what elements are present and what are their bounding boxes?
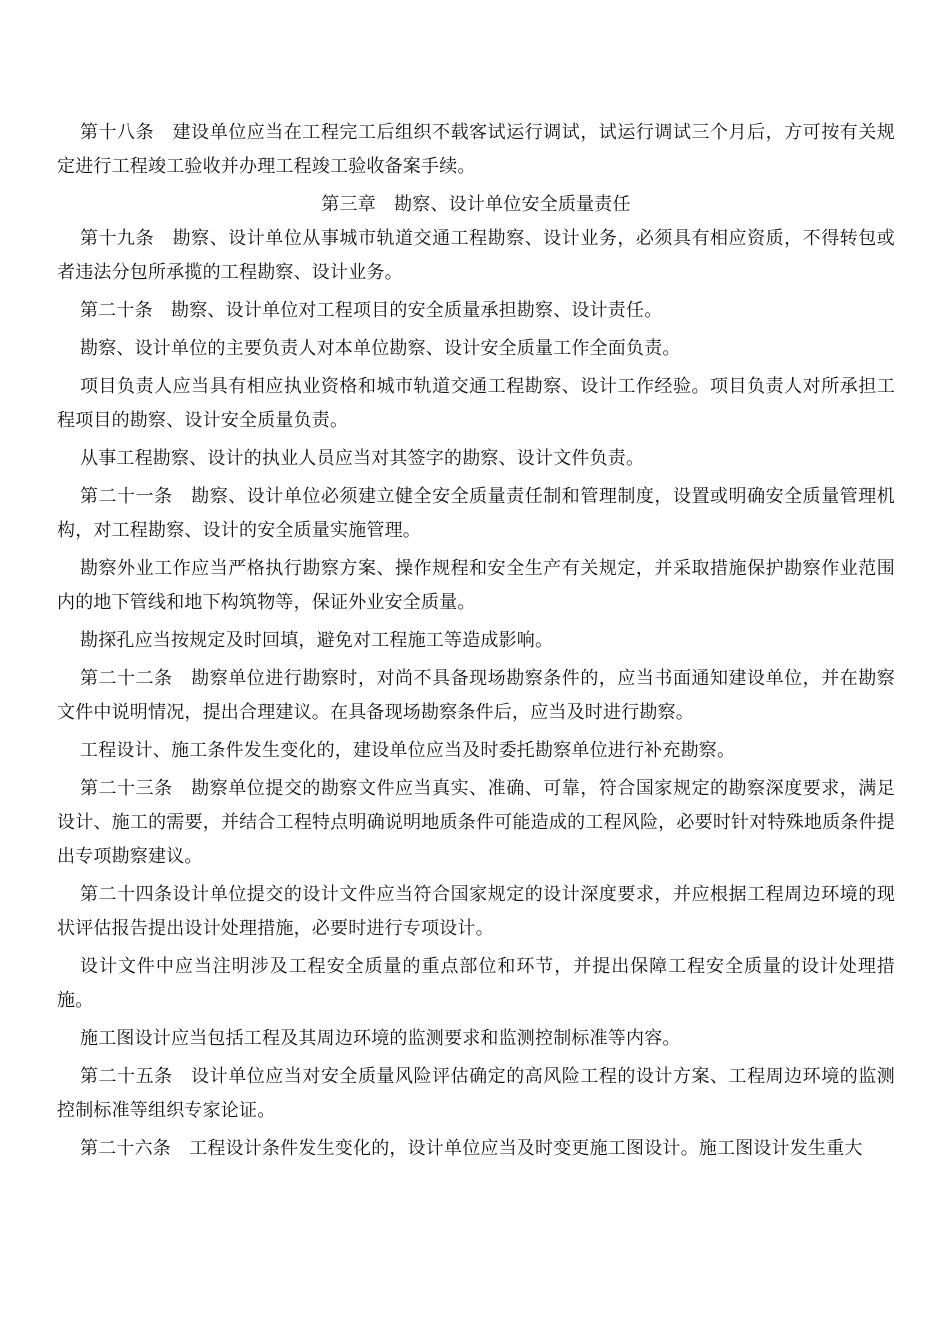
article-19-paragraph: 第十九条 勘察、设计单位从事城市轨道交通工程勘察、设计业务，必须具有相应资质，不得转包或者违法分包所承揽的工程勘察、设计业务。 bbox=[57, 228, 895, 283]
paragraph-responsible-person: 勘察、设计单位的主要负责人对本单位勘察、设计安全质量工作全面负责。 bbox=[80, 338, 681, 359]
article-26-paragraph: 第二十六条 工程设计条件发生变化的，设计单位应当及时变更施工图设计。施工图设计发生重大 bbox=[80, 1138, 863, 1159]
chapter-3-heading: 第三章 勘察、设计单位安全质量责任 bbox=[321, 194, 631, 215]
paragraph-boreholes: 勘探孔应当按规定及时回填，避免对工程施工等造成影响。 bbox=[80, 630, 554, 651]
article-24-paragraph: 第二十四条设计单位提交的设计文件应当符合国家规定的设计深度要求，并应根据工程周边环境的现状评估报告提出设计处理措施，必要时进行专项设计。 bbox=[57, 884, 895, 939]
article-25-paragraph: 第二十五条 设计单位应当对安全质量风险评估确定的高风险工程的设计方案、工程周边环境的监测控制标准等组织专家论证。 bbox=[57, 1066, 895, 1121]
document-page bbox=[57, 116, 895, 1166]
paragraph-practitioners: 从事工程勘察、设计的执业人员应当对其签字的勘察、设计文件负责。 bbox=[80, 448, 645, 469]
article-18-paragraph: 第十八条 建设单位应当在工程完工后组织不载客试运行调试，试运行调试三个月后，方可按有关规定进行工程竣工验收并办理工程竣工验收备案手续。 bbox=[57, 122, 895, 177]
paragraph-design-documents: 设计文件中应当注明涉及工程安全质量的重点部位和环节，并提出保障工程安全质量的设计处理措施。 bbox=[57, 956, 895, 1011]
article-21-paragraph: 第二十一条 勘察、设计单位必须建立健全安全质量责任制和管理制度，设置或明确安全质量管理机构，对工程勘察、设计的安全质量实施管理。 bbox=[57, 486, 895, 541]
paragraph-construction-drawings: 施工图设计应当包括工程及其周边环境的监测要求和监测控制标准等内容。 bbox=[80, 1028, 681, 1049]
article-23-paragraph: 第二十三条 勘察单位提交的勘察文件应当真实、准确、可靠，符合国家规定的勘察深度要求，满足设计、施工的需要，并结合工程特点明确说明地质条件可能造成的工程风险，必要时针对特殊地质条件提出专项勘察建议。 bbox=[57, 778, 895, 867]
article-20-paragraph: 第二十条 勘察、设计单位对工程项目的安全质量承担勘察、设计责任。 bbox=[80, 300, 663, 321]
article-22-paragraph: 第二十二条 勘察单位进行勘察时，对尚不具备现场勘察条件的，应当书面通知建设单位，并在勘察文件中说明情况，提出合理建议。在具备现场勘察条件后，应当及时进行勘察。 bbox=[57, 668, 895, 723]
paragraph-project-leader: 项目负责人应当具有相应执业资格和城市轨道交通工程勘察、设计工作经验。项目负责人对所承担工程项目的勘察、设计安全质量负责。 bbox=[57, 376, 895, 431]
paragraph-field-work: 勘察外业工作应当严格执行勘察方案、操作规程和安全生产有关规定，并采取措施保护勘察作业范围内的地下管线和地下构筑物等，保证外业安全质量。 bbox=[57, 558, 895, 613]
paragraph-supplementary-survey: 工程设计、施工条件发生变化的，建设单位应当及时委托勘察单位进行补充勘察。 bbox=[80, 740, 736, 761]
